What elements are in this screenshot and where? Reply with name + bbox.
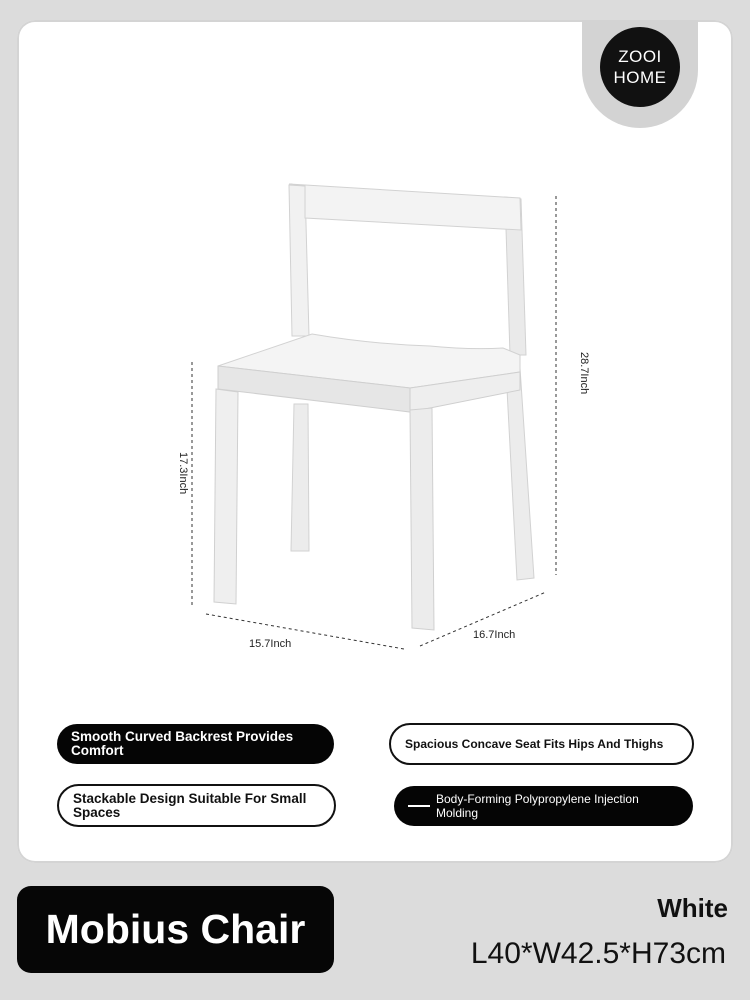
depth-dimension-label: 16.7Inch: [473, 629, 516, 641]
feature-material-pill: [394, 786, 693, 826]
brand-line-1: ZOOI: [618, 47, 662, 66]
dash-icon: [408, 805, 430, 807]
brand-line-2: HOME: [613, 68, 667, 87]
product-name: Mobius Chair: [45, 906, 306, 952]
feature-material-text: Body-Forming Polypropylene Injection Molding: [436, 792, 639, 820]
feature-stackable-text: Stackable Design Suitable For Small Spaces: [73, 790, 307, 820]
feature-backrest-text: Smooth Curved Backrest Provides Comfort: [71, 729, 294, 758]
feature-stackable-pill: [57, 784, 336, 827]
product-color: White: [657, 893, 728, 923]
feature-seat-text: Spacious Concave Seat Fits Hips And Thighs: [405, 737, 664, 751]
seat-height-dimension-label: 17.3Inch: [177, 452, 189, 495]
product-size: L40*W42.5*H73cm: [470, 937, 726, 970]
feature-seat-pill: [389, 723, 694, 765]
product-name-box: [17, 886, 334, 973]
height-dimension-label: 28.7Inch: [578, 352, 590, 395]
width-dimension-label: 15.7Inch: [249, 638, 292, 650]
feature-backrest-pill: [57, 724, 334, 764]
